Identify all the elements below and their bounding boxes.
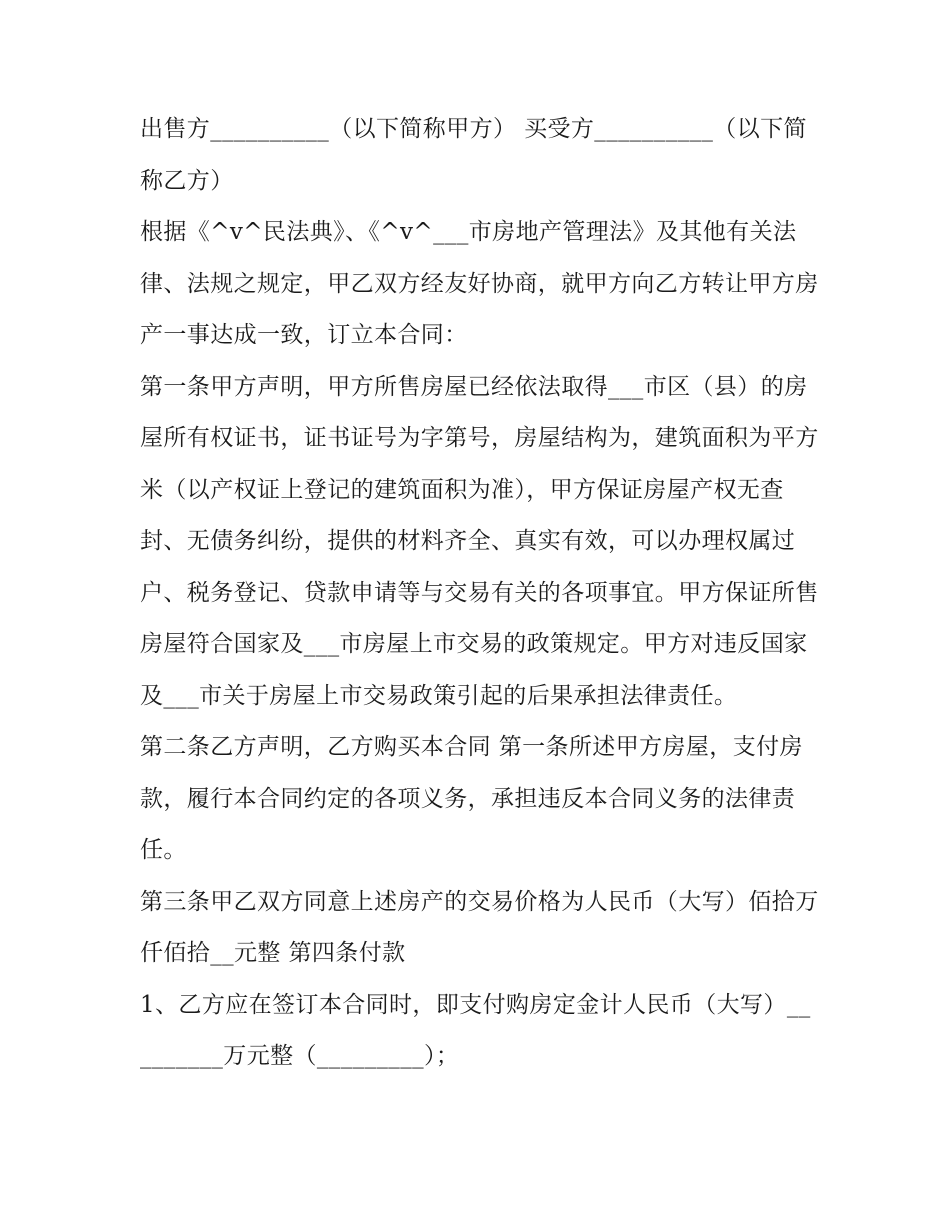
payment-item-1-paragraph: 1、乙方应在签订本合同时，即支付购房定金计人民币（大写）_________万元整（_________）； <box>140 991 811 1069</box>
article-1-paragraph: 第一条甲方声明，甲方所售房屋已经依法取得___市区（县）的房屋所有权证书，证书证号为字第号，房屋结构为，建筑面积为平方米（以产权证上登记的建筑面积为准），甲方保证房屋产权无查封、无债务纠纷，提供的材料齐全、真实有效，可以办理权属过户、税务登记、贷款申请等与交易有关的各项事宜。甲方保证所售房屋符合国家及___市房屋上市交易的政策规定。甲方对违反国家及___市关于房屋上市交易政策引起的后果承担法律责任。 <box>140 373 819 709</box>
parties-paragraph: 出售方__________（以下简称甲方） 买受方__________（以下简称乙方） <box>140 116 807 194</box>
contract-body <box>140 104 820 1083</box>
article-3-paragraph: 第三条甲乙双方同意上述房产的交易价格为人民币（大写）佰拾万仟佰拾__元整 第四条付款 <box>140 888 819 966</box>
preamble-paragraph: 根据《^v^民法典》、《^v^___市房地产管理法》及其他有关法律、法规之规定，甲乙双方经友好协商，就甲方向乙方转让甲方房产一事达成一致，订立本合同： <box>140 219 819 348</box>
article-2-paragraph: 第二条乙方声明，乙方购买本合同 第一条所述甲方房屋，支付房款，履行本合同约定的各项义务，承担违反本合同义务的法律责任。 <box>140 734 803 863</box>
